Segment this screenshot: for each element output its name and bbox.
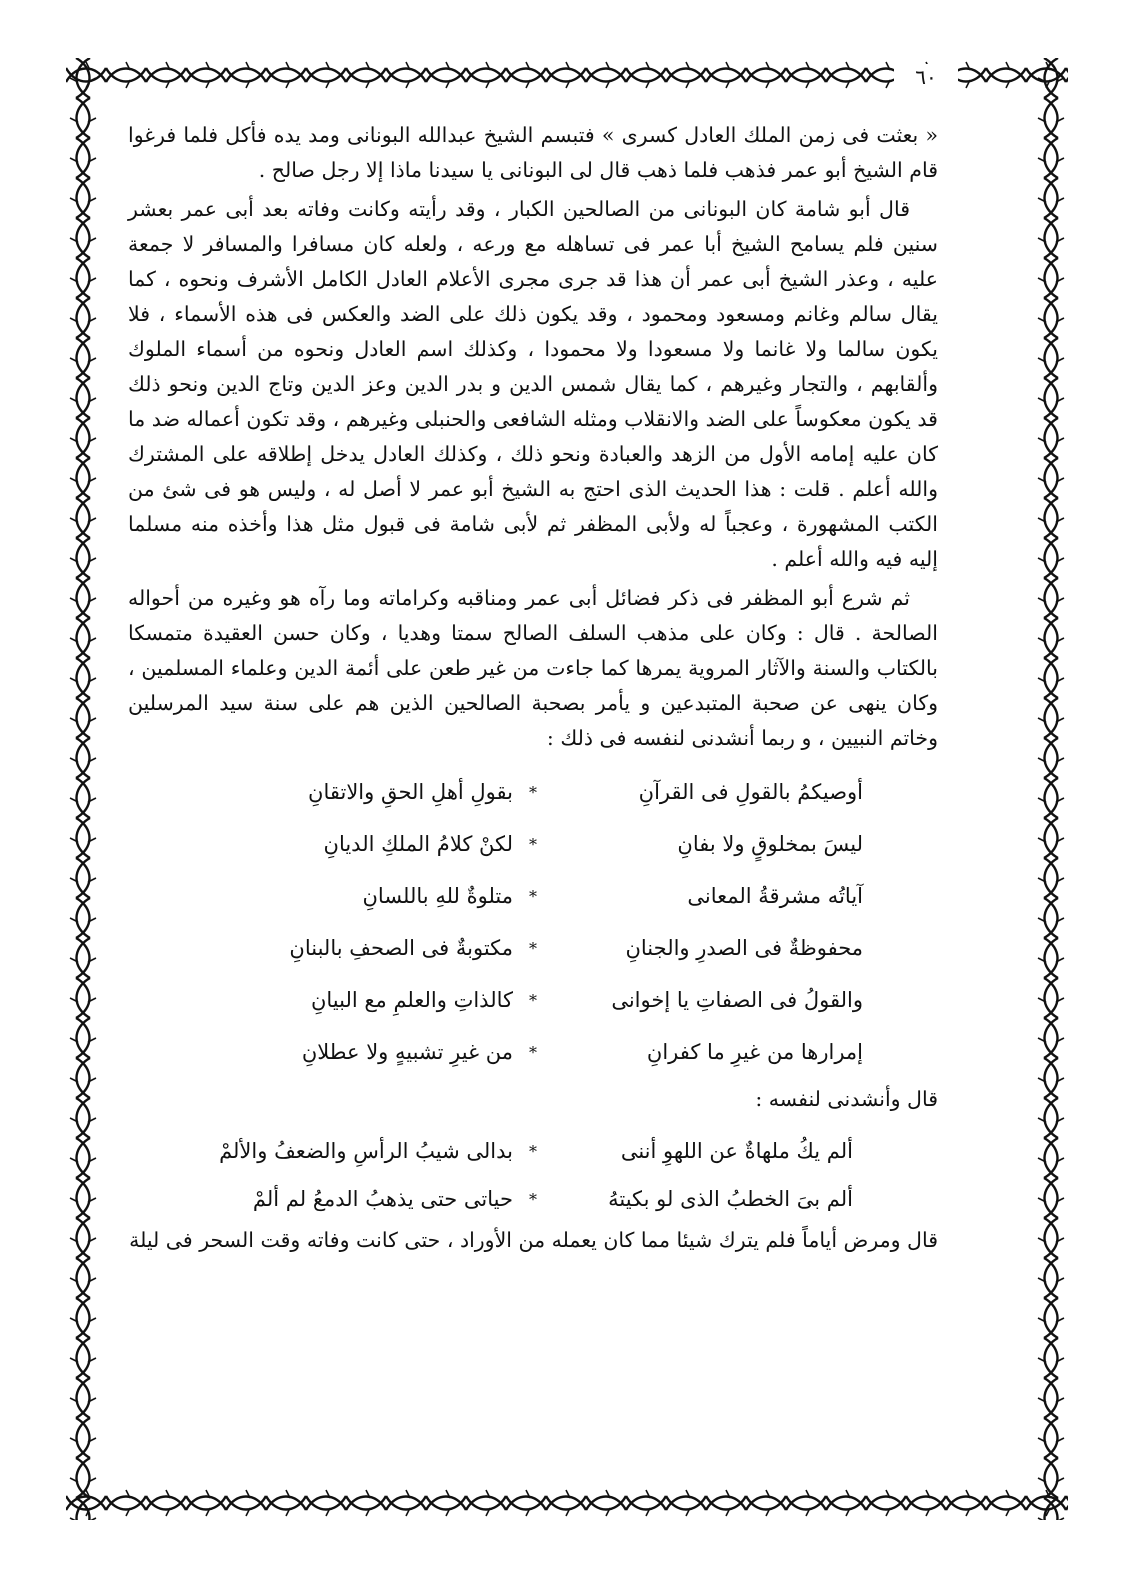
poem-2-verse-1	[128, 1127, 938, 1175]
verse-separator-star: *	[529, 938, 537, 958]
verse-first-hemistich: ليسَ بمخلوقٍ ولا بفانِ	[677, 831, 863, 856]
last-paragraph: قال ومرض أياماً فلم يترك شيئا مما كان يعمله من الأوراد ، حتى كانت وفاته وقت السحر فى ليلة	[129, 1228, 938, 1252]
page-body	[128, 118, 938, 1258]
poem-2	[128, 1127, 938, 1223]
verse-first-hemistich: محفوظةٌ فى الصدرِ والجنانِ	[625, 935, 863, 960]
verse-separator-star: *	[529, 782, 537, 802]
ornamental-border-bottom	[66, 1486, 1068, 1520]
poem-1-verse-4	[128, 922, 938, 974]
verse-separator-star: *	[529, 990, 537, 1010]
poem-1-verse-3	[128, 870, 938, 922]
poem-2-verse-2	[128, 1175, 938, 1223]
verse-separator-star: *	[529, 1042, 537, 1062]
verse-first-hemistich: آياتُه مشرقةُ المعانى	[687, 883, 863, 908]
verse-first-hemistich: ألم يكُ ملهاةٌ عن اللهوِ أننى	[620, 1138, 853, 1163]
paragraph-2: قال أبو شامة كان البونانى من الصالحين الكبار ، وقد رأيته وكانت وفاته بعد أبى عمر بعشر سنين فلم يسامح الشيخ أبا عمر فى تساهله مع ورعه ، ولعله كان مسافرا والمسافر لا جمعة عليه ، وعذر الشيخ أبى عمر أن هذا قد جرى مجرى الأعلام العادل الكامل الأشرف ونحوه ، كما يقال سالم وغانم ومسعود ومحمود ، وقد يكون ذلك على الضد والعكس فى هذه الأسماء ، فلا يكون سالما ولا غانما ولا مسعودا ولا محمودا ، وكذلك اسم العادل ونحوه من أسماء الملوك وألقابهم ، والتجار وغيرهم ، كما يقال شمس الدين و بدر الدين وعز الدين وتاج الدين ونحو ذلك قد يكون معكوساً على الضد والانقلاب ومثله الشافعى والحنبلى وغيرهم ، وقد تكون أعماله ضد ما كان عليه إمامه الأول من الزهد والعبادة ونحو ذلك ، وكذلك العادل يدخل إطلاقه على المشترك والله أعلم . قلت : هذا الحديث الذى احتج به الشيخ أبو عمر لا أصل له ، وليس هو فى شئ من الكتب المشهورة ، وعجباً له ولأبى المظفر ثم لأبى شامة فى قبول مثل هذا وأخذه منه مسلما إليه فيه والله أعلم .	[128, 197, 938, 571]
poem-1-verse-5	[128, 974, 938, 1026]
verse-separator-star: *	[529, 1141, 537, 1161]
poem-1-verse-6	[128, 1026, 938, 1078]
verse-first-hemistich: والقولُ فى الصفاتِ يا إخوانى	[611, 987, 863, 1012]
verse-second-hemistich: كالذاتِ والعلمِ مع البيانِ	[310, 987, 513, 1012]
verse-second-hemistich: من غيرِ تشبيهٍ ولا عطلانِ	[301, 1039, 513, 1064]
verse-first-hemistich: إمرارها من غيرِ ما كفرانِ	[646, 1039, 863, 1064]
verse-separator-star: *	[529, 886, 537, 906]
page-number: ٦٠	[894, 64, 958, 90]
verse-second-hemistich: لكنْ كلامُ الملكِ الديانِ	[323, 831, 513, 856]
verse-second-hemistich: مكتوبةٌ فى الصحفِ بالبنانِ	[289, 935, 513, 960]
ornamental-border-right	[1034, 58, 1068, 1520]
verse-separator-star: *	[529, 1189, 537, 1209]
paragraph-3: ثم شرع أبو المظفر فى ذكر فضائل أبى عمر ومناقبه وكراماته وما رآه هو وغيره من أحواله الصالحة . قال : وكان على مذهب السلف الصالح سمتا وهديا ، وكان حسن العقيدة متمسكا بالكتاب والسنة والآثار المروية يمرها كما جاءت من غير طعن على أئمة الدين وعلماء المسلمين ، وكان ينهى عن صحبة المتبدعين و يأمر بصحبة الصالحين الذين هم على سنة سيد المرسلين وخاتم النبيين ، و ربما أنشدنى لنفسه فى ذلك :	[128, 586, 938, 750]
verse-separator-star: *	[529, 834, 537, 854]
poem-1-verse-2	[128, 818, 938, 870]
verse-first-hemistich: ألم بىَ الخطبُ الذى لو بكيتهُ	[608, 1186, 853, 1211]
poem-2-intro: قال وأنشدنى لنفسه :	[755, 1087, 938, 1111]
poem-1-verse-1	[128, 766, 938, 818]
verse-first-hemistich: أوصيكمُ بالقولِ فى القرآنِ	[638, 779, 863, 804]
poem-1	[128, 766, 938, 1078]
verse-second-hemistich: بدالى شيبُ الرأسِ والضعفُ والألمْ	[219, 1138, 513, 1163]
verse-second-hemistich: بقولِ أهلِ الحقِ والاتقانِ	[308, 779, 513, 804]
verse-second-hemistich: متلوةٌ للهِ باللسانِ	[362, 883, 513, 908]
ornamental-border-left	[66, 58, 100, 1520]
verse-second-hemistich: حياتى حتى يذهبُ الدمعُ لم ألمْ	[252, 1186, 513, 1211]
paragraph-1: « بعثت فى زمن الملك العادل كسرى » فتبسم الشيخ عبدالله البونانى ومد يده فأكل فلما فرغوا قام الشيخ أبو عمر فذهب فلما ذهب قال لى البونانى يا سيدنا ماذا إلا رجل صالح .	[128, 123, 938, 182]
